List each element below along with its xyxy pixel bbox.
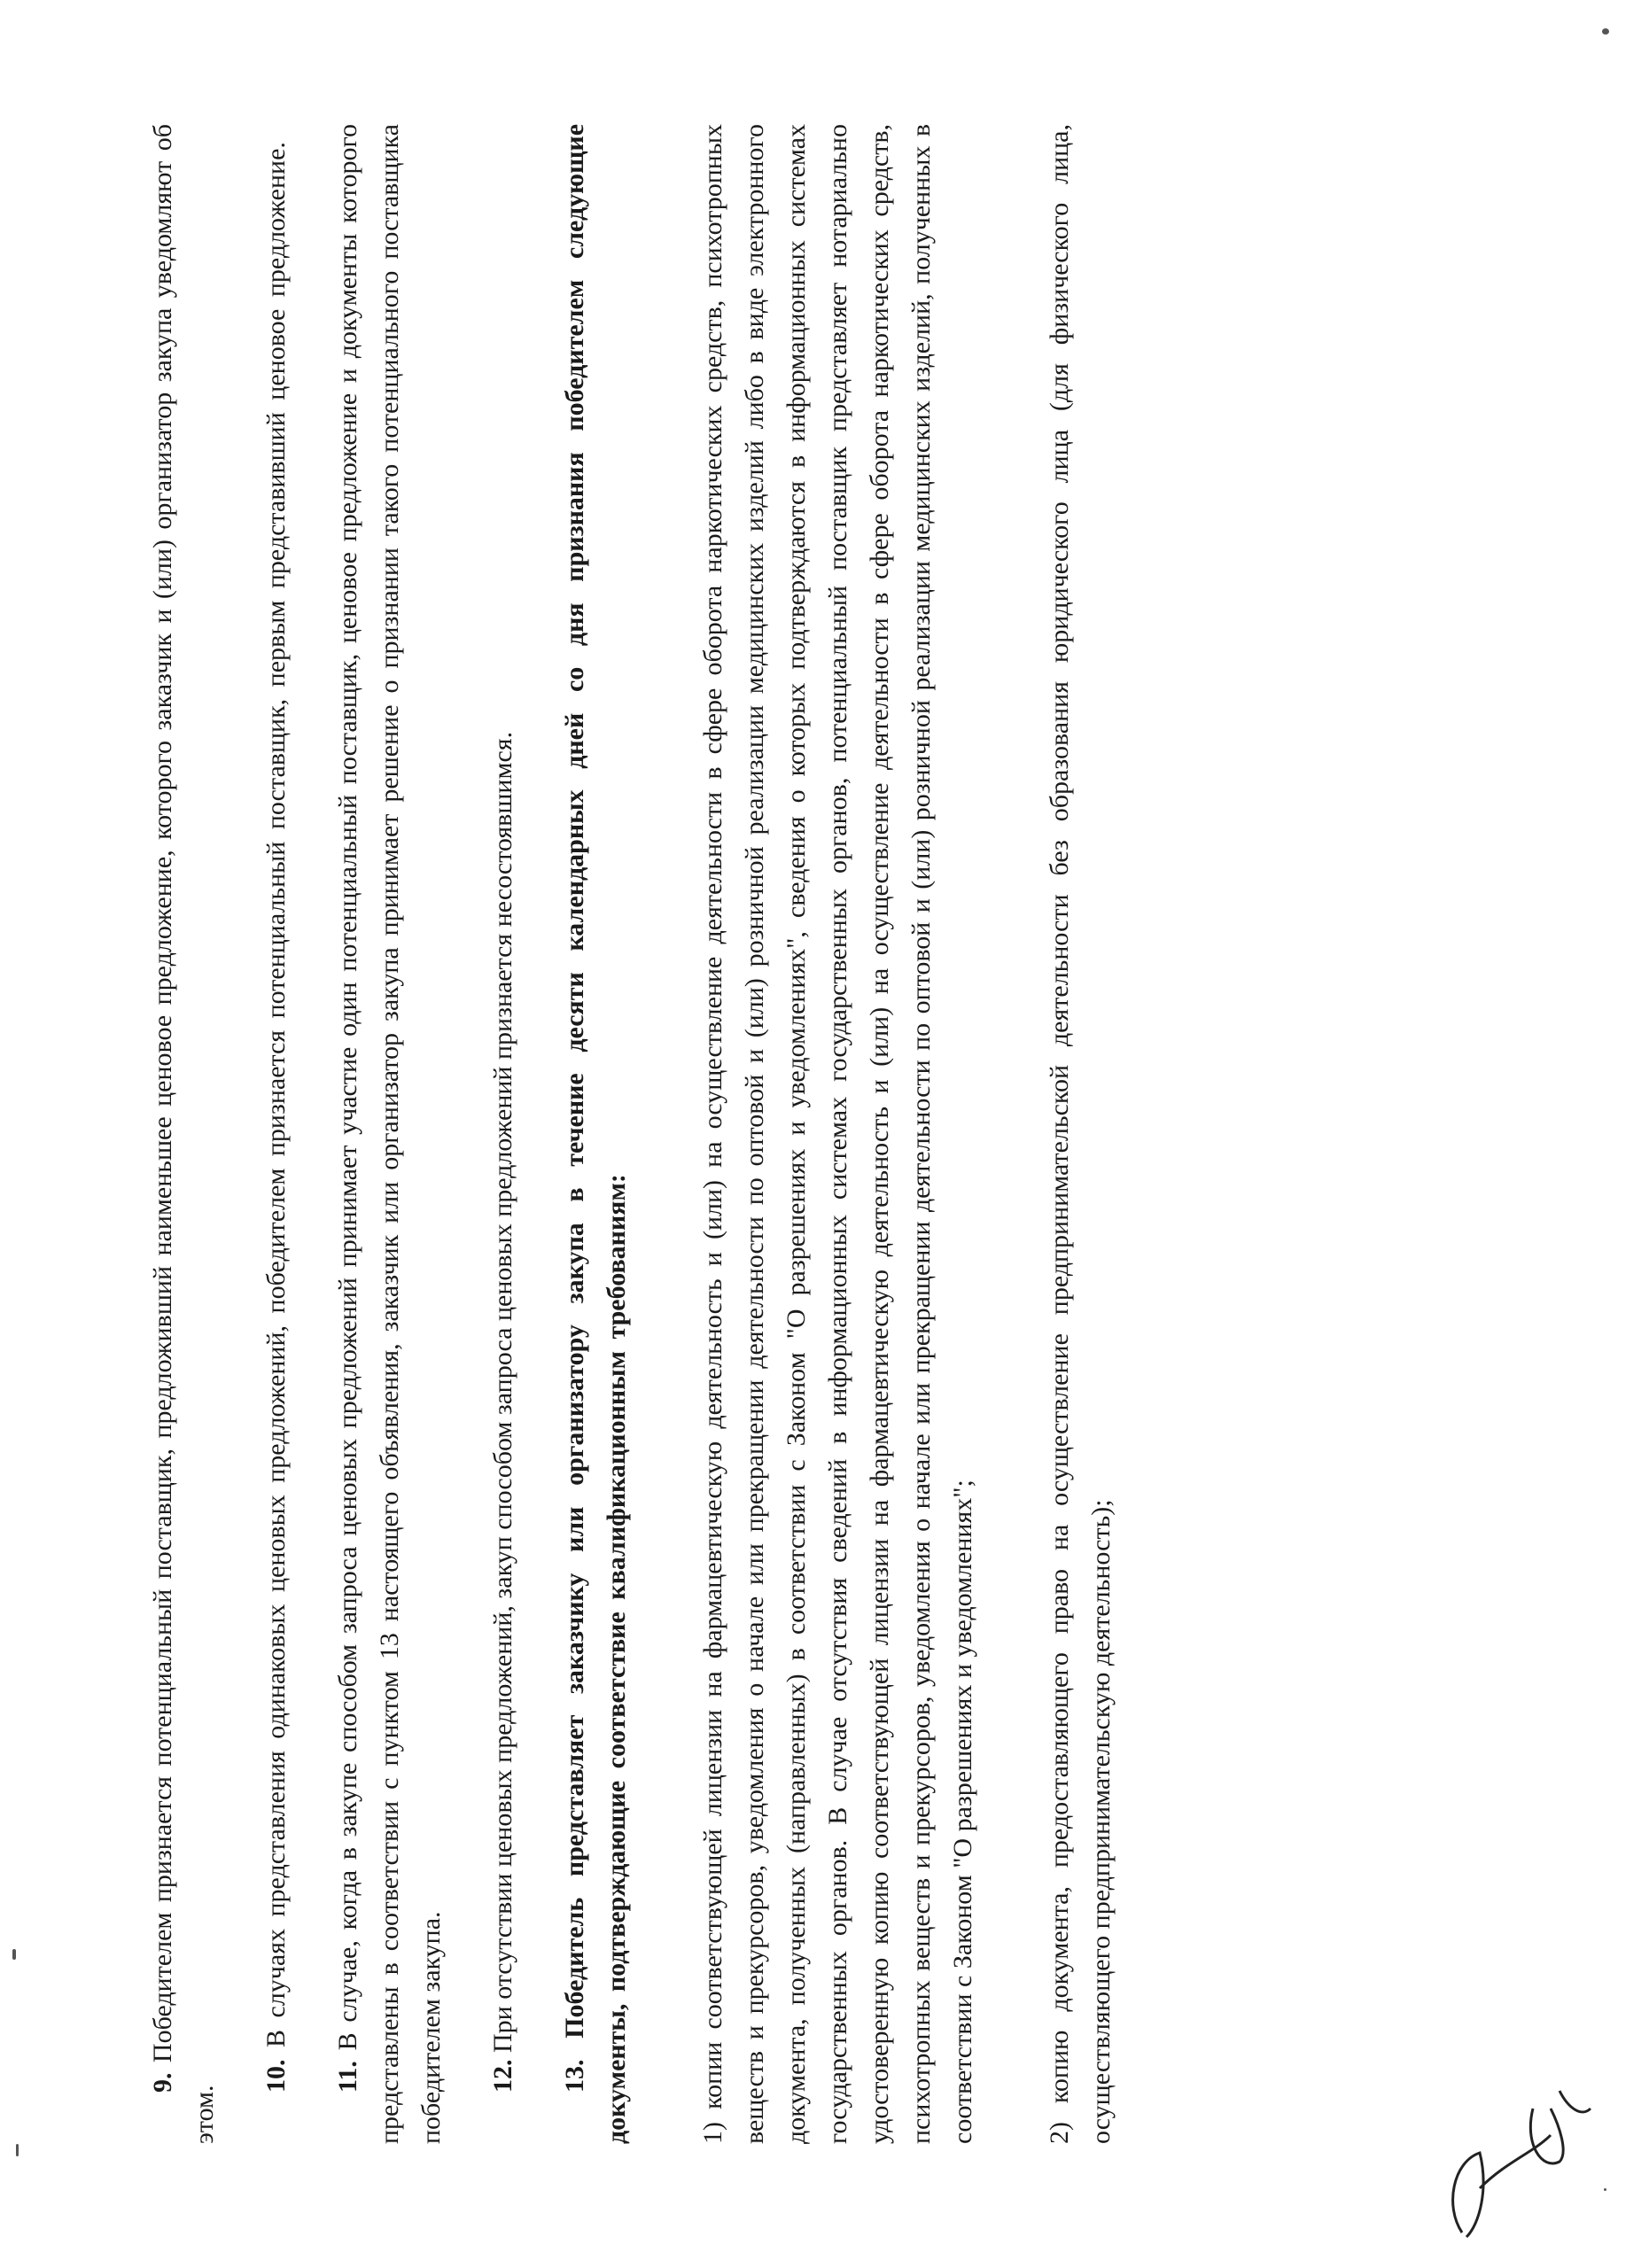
paragraph-text: При отсутствии ценовых предложений, закуп способом запроса ценовых предложений признается несостоявшимся.	[488, 731, 517, 2053]
paragraph-text: Победитель представляет заказчику или организатору закупа в течение десяти календарных дней со дня признания победителем следующие документы, подтверждающие соответствие квалификационным требованиям:	[560, 123, 631, 2144]
rotated-text-block	[142, 124, 1258, 2144]
scan-speck	[12, 1949, 16, 1960]
paragraph-text: Победителем признается потенциальный поставщик, предложивший наименьшее ценовое предложение, которого заказчик и (или) организатор закупа уведомляют об этом.	[148, 124, 219, 2144]
paragraph-number: 10.	[261, 2059, 291, 2093]
list-item-number: 2)	[1045, 2122, 1074, 2144]
handwritten-signature-mark	[1427, 2055, 1604, 2250]
list-item-text: копии соответствующей лицензии на фармацевтическую деятельность и (или) на осуществление деятельности в сфере оборота наркотических средств, психотропных веществ и прекурсоров, уведомления о начале или прекращении деятельности по оптовой и (или) розничной реализации медицинских изделий либо в виде электронного документа, полученных (направленных) в соответствии с Законом "О разрешениях и уведомлениях", сведения о которых подтверждаются в информационных системах государственных органов. В случае отсутствия сведений в информационных системах государственных органов, потенциальный поставщик представляет нотариально удостоверенную копию соответствующей лицензии на фармацевтическую деятельность и (или) на осуществление деятельности в сфере оборота наркотических средств, психотропных веществ и прекурсоров, уведомления о начале или прекращении деятельности по оптовой и (или) розничной реализации медицинских изделий, полученных в соответствии с Законом "О разрешениях и уведомлениях";	[698, 123, 977, 2144]
list-item-2	[1038, 124, 1122, 2144]
paragraph-9	[142, 124, 225, 2144]
scan-speck	[16, 2144, 19, 2156]
list-item-number: 1)	[698, 2122, 727, 2144]
list-item-1	[692, 124, 984, 2144]
paragraph-number: 9.	[148, 2072, 177, 2093]
scan-speck	[1604, 2188, 1606, 2191]
paragraph-11	[327, 124, 452, 2144]
paragraph-text: В случаях представления одинаковых ценовых предложений, победителем признается потенциальный поставщик, первым представивший ценовое предложение.	[261, 142, 291, 2047]
paragraph-number: 11.	[333, 2061, 362, 2093]
paragraph-number: 13.	[560, 2059, 589, 2093]
scan-speck	[1602, 28, 1609, 35]
paragraph-12	[482, 124, 524, 2144]
list-item-text: копию документа, предоставляющего право на осуществление предпринимательской деятельности без образования юридического лица (для физического лица, осуществляющего предпринимательскую деятельность);	[1045, 124, 1116, 2144]
paragraph-13	[554, 124, 637, 2144]
paragraph-10	[255, 124, 297, 2144]
paragraph-number: 12.	[488, 2059, 517, 2093]
paragraph-text: В случае, когда в закупе способом запроса ценовых предложений принимает участие один потенциальный поставщик, ценовое предложение и документы которого представлены в соответствии с пунктом 13 настоящего объявления, заказчик или организатор закупа принимает решение о признании такого потенциального поставщика победителем закупа.	[333, 124, 446, 2144]
